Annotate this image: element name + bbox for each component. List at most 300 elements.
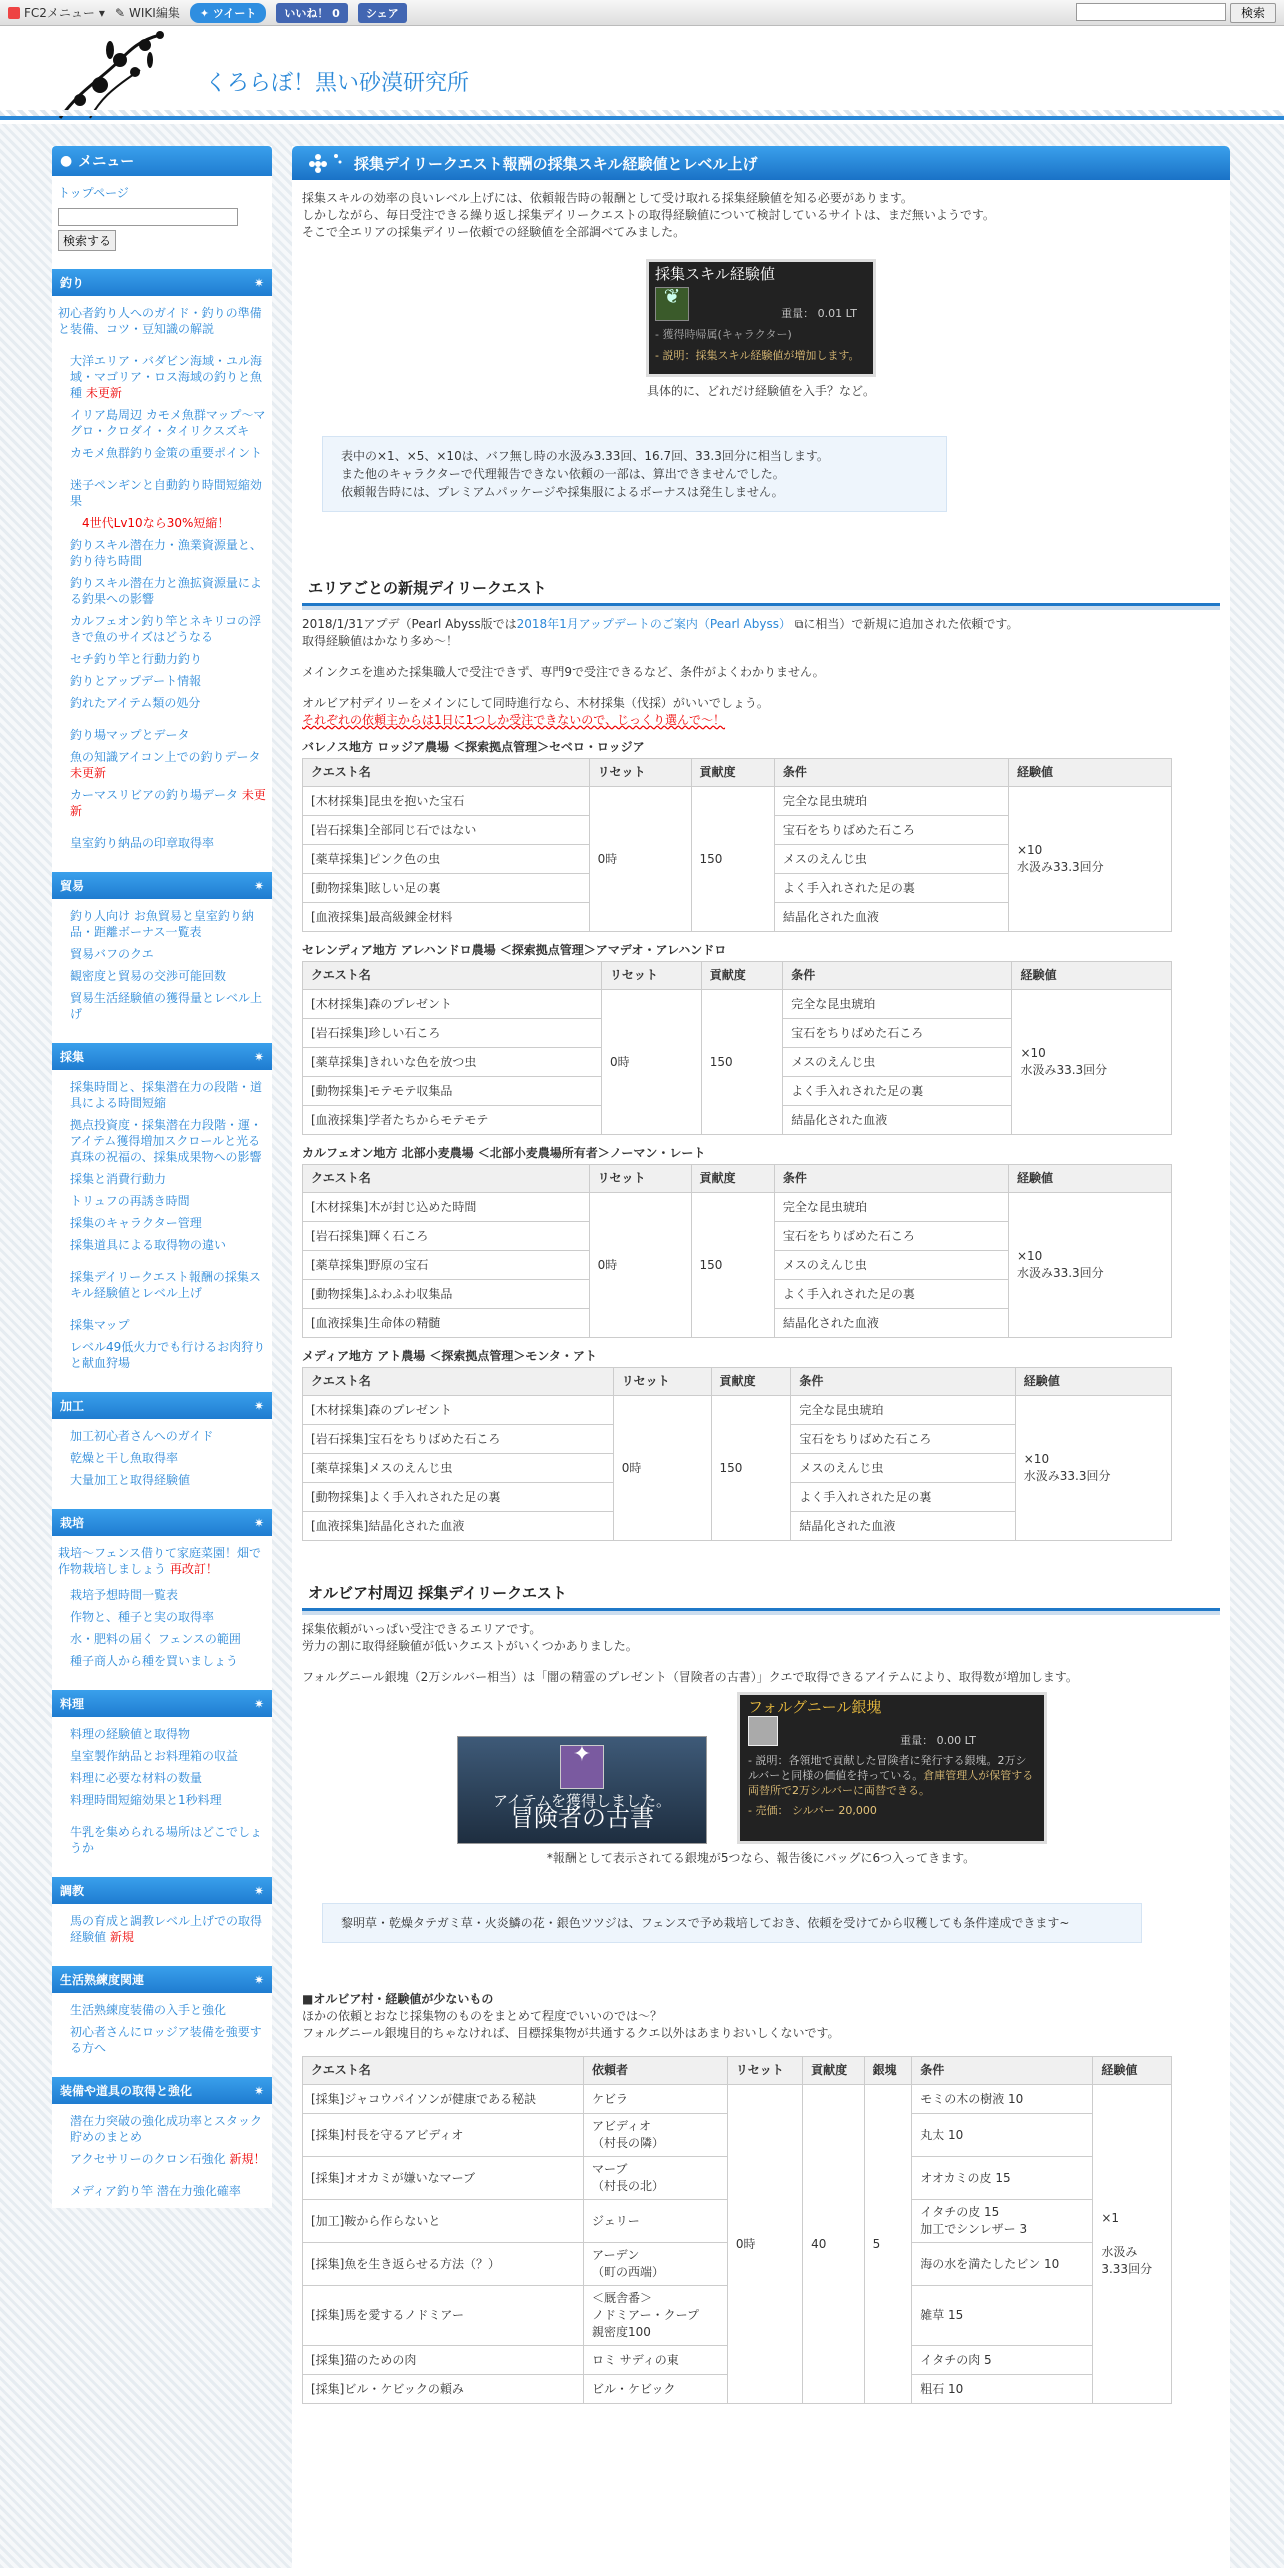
sparkle-icon: ✷ [253, 2083, 264, 2098]
sidebar-item[interactable] [58, 404, 266, 442]
item-acquired-name: 冒険者の古書 [510, 1804, 654, 1832]
silver-ingot-tooltip [737, 1692, 1047, 1844]
sidebar-item[interactable] [58, 670, 266, 692]
exp-multiplier: ×10 [1016, 843, 1043, 857]
tweet-label: ツイート [212, 6, 257, 20]
quest-name: [木材採集]昆虫を抱いた宝石 [303, 787, 590, 816]
sidebar-item[interactable] [58, 1190, 266, 1212]
fc2-menu-label: FC2メニュー [24, 6, 95, 20]
ingot-item-icon [748, 1716, 778, 1746]
table-header: 経験値 [1093, 2057, 1172, 2085]
table-header: クエスト名 [303, 2057, 584, 2085]
table-header: クエスト名 [303, 759, 590, 787]
sparkle-icon: ✷ [253, 275, 264, 290]
condition-cell: よく手入れされた足の裏 [774, 874, 1008, 903]
top-search-input[interactable] [1076, 3, 1226, 21]
fc2-logo-icon [8, 7, 20, 19]
vine-logo-icon [50, 30, 190, 120]
ingot-price: - 売価： シルバー 20,000 [748, 1804, 877, 1817]
sidebar-item-badge: 新規！ [229, 2152, 266, 2166]
sidebar-sections [52, 269, 272, 2208]
sidebar-item[interactable] [58, 1650, 266, 1672]
contrib-cell: 150 [691, 787, 774, 932]
site-title[interactable]: くろらぼ！黒い砂漠研究所 [205, 71, 470, 96]
quest-name: [採集]ビル・ケビックの頼み [303, 2375, 584, 2404]
sidebar-item[interactable] [58, 474, 266, 512]
olvia-p1: 採集依頼がいっぱい受注できるエリアです。 [302, 1622, 542, 1636]
sidebar-section-header [52, 2077, 272, 2104]
sidebar-item[interactable] [58, 1266, 266, 1304]
sidebar-item-label: レベル49低火力でも行けるお肉狩りと献血狩場 [70, 1340, 266, 1370]
table-header: 経験値 [1012, 962, 1172, 990]
sidebar-item[interactable] [58, 572, 266, 610]
sidebar-item[interactable] [58, 2180, 266, 2202]
sidebar-item[interactable] [58, 692, 266, 714]
sidebar-item-label: 水・肥料の届く フェンスの範囲 [70, 1632, 241, 1646]
intro-line-1: 採集スキルの効率の良いレベル上げには、依頼報告時の報酬として受け取れる採集経験値を知る必要があります。 [302, 191, 913, 205]
table-header: 経験値 [1008, 759, 1171, 787]
sidebar-section-title: 装備や道具の取得と強化 [60, 2084, 193, 2098]
exp-equivalent: 水汲み33.3回分 [1016, 1266, 1104, 1280]
exp-cell [1008, 787, 1171, 932]
sidebar-item-label: 料理の経験値と取得物 [70, 1727, 191, 1741]
sidebar-section-header [52, 1877, 272, 1904]
condition-cell: 宝石をちりばめた石ころ [791, 1425, 1015, 1454]
sidebar-item[interactable] [58, 987, 266, 1025]
note-box [322, 436, 947, 512]
sidebar-item[interactable] [58, 350, 266, 404]
sidebar-item-label: 種子商人から種を買いましょう [70, 1654, 239, 1668]
item-acquired-text: アイテムを獲得しました。 [493, 1792, 671, 1810]
sidebar-item-label: 観密度と貿易の交渉可能回数 [70, 969, 227, 983]
sidebar-item-label: カモメ魚群釣り金策の重要ポイント [70, 446, 263, 460]
sidebar-item[interactable] [58, 1999, 266, 2021]
table-header: 依頼者 [583, 2057, 727, 2085]
bullet-icon: ● [60, 153, 73, 169]
condition-cell: よく手入れされた足の裏 [774, 1280, 1008, 1309]
area-paragraph-1b: 取得経験値はかなり多め～！ [302, 634, 459, 648]
condition-cell: 結晶化された血液 [783, 1106, 1012, 1135]
condition-cell: 宝石をちりばめた石ころ [774, 816, 1008, 845]
sidebar-item[interactable] [58, 1606, 266, 1628]
sidebar-item-label: カーマスリビアの釣り場データ [70, 788, 239, 802]
exp-multiplier: ×10 [1020, 1046, 1046, 1060]
condition-cell: 宝石をちりばめた石ころ [774, 1222, 1008, 1251]
sidebar-item[interactable] [58, 1469, 266, 1491]
sidebar-item-label: 採集マップ [70, 1318, 130, 1332]
quest-name: [採集]馬を愛するノドミアー [303, 2286, 584, 2346]
table-row [303, 2085, 1172, 2114]
sidebar-item-label: 初心者さんにロッジア装備を強要する方へ [70, 2025, 262, 2055]
sidebar-item-label: 栽培予想時間一覧表 [70, 1588, 179, 1602]
sidebar-section-title: 採集 [60, 1050, 85, 1064]
sidebar-item[interactable] [58, 442, 266, 464]
table-header: リセット [601, 962, 701, 990]
sidebar-item[interactable] [58, 512, 266, 534]
sparkle-icon: ✷ [253, 1972, 264, 1987]
condition-cell: オオカミの皮 15 [912, 2157, 1093, 2200]
sidebar-item-badge: 再改訂！ [169, 1562, 218, 1576]
table-header: リセット [589, 759, 691, 787]
area-tables [302, 739, 1220, 1541]
site-header [0, 26, 1284, 120]
sidebar-item-label: 迷子ペンギンと自動釣り時間短縮効果 [70, 478, 262, 508]
external-link-icon: ⧉ [794, 617, 804, 631]
area-paragraph-3: オルビア村デイリーをメインにして同時進行なら、木材採集（伐採）がいいでしょう。 [302, 696, 769, 710]
sidebar-search-input[interactable] [58, 208, 238, 226]
sidebar-section-title: 貿易 [60, 879, 85, 893]
sidebar-item-label: 貿易バフのクエ [70, 947, 154, 961]
sparkle-icon: ✷ [253, 878, 264, 893]
sidebar-item[interactable] [58, 1234, 266, 1256]
olvia-p5: フォルグニール銀塊目的ちゃなければ、目標採集物が共通するクエ以外はあまりおいしくないです。 [302, 2026, 840, 2040]
fc2-menu[interactable]: FC2メニュー ▾ [8, 4, 105, 21]
sidebar-item[interactable] [58, 832, 266, 854]
olvia-p2: 労力の割に取得経験値が低いクエストがいくつかありました。 [302, 1639, 638, 1653]
skill-exp-item-tooltip [646, 259, 876, 400]
table-header: 貢献度 [701, 962, 783, 990]
quest-name: [動物採集]モテモテ収集品 [303, 1077, 602, 1106]
sidebar-item[interactable] [58, 648, 266, 670]
requester-cell: ロミ サディの東 [583, 2346, 727, 2375]
olvia-subheading: ■オルビア村・経験値が少ないもの [302, 1992, 494, 2006]
sidebar-item[interactable] [58, 2148, 266, 2170]
sidebar-item[interactable] [58, 610, 266, 648]
header-stripes [0, 110, 1284, 116]
book-item-icon: ✦ [560, 1745, 604, 1789]
sidebar-item-label: 牛乳を集められる場所はどこでしょうか [70, 1825, 263, 1855]
ingot-weight: 重量： 0.00 LT [900, 1734, 976, 1747]
condition-cell: 完全な昆虫琥珀 [791, 1396, 1015, 1425]
sidebar-item-label: 採集時間と、採集潜在力の段階・道具による時間短縮 [70, 1080, 263, 1110]
contrib-cell: 150 [701, 990, 783, 1135]
sidebar-section-title: 調教 [60, 1884, 85, 1898]
quest-name: [木材採集]木が封じ込めた時間 [303, 1193, 590, 1222]
sidebar-item-label: 貿易生活経験値の獲得量とレベル上げ [70, 991, 263, 1021]
quest-name: [薬草採集]野原の宝石 [303, 1251, 590, 1280]
condition-cell: 粗石 10 [912, 2375, 1093, 2404]
exp-equivalent: 水汲み33.3回分 [1023, 1469, 1111, 1483]
sidebar-item[interactable] [58, 1168, 266, 1190]
menu-title: メニュー [78, 154, 135, 170]
sidebar-item-label: 釣り人向け お魚貿易と皇室釣り納品・距離ボーナス一覧表 [70, 909, 254, 939]
sidebar-item[interactable] [58, 1425, 266, 1447]
area-table-title: バレノス地方 ロッジア農場 ＜探索拠点管理＞セベロ・ロッジア [302, 740, 645, 754]
quest-name: [血液採集]結晶化された血液 [303, 1512, 614, 1541]
condition-cell: イタチの肉 5 [912, 2346, 1093, 2375]
area-paragraph-4: それぞれの依頼主からは1日に1つしか受注できないので、じっくり選んで～！ [302, 713, 726, 727]
ingot-desc [748, 1753, 1036, 1798]
sidebar-section-title: 生活熟練度関連 [60, 1973, 145, 1987]
table-header: 貢献度 [711, 1368, 791, 1396]
sidebar-section-header [52, 1690, 272, 1717]
sidebar-item[interactable] [58, 2021, 266, 2059]
flower-icon [306, 150, 346, 176]
area-heading: エリアごとの新規デイリークエスト [302, 576, 1220, 606]
quest-name: [採集]魚を生き返らせる方法（？） [303, 2243, 584, 2286]
table-header: 条件 [912, 2057, 1093, 2085]
quest-name: [採集]ジャコウパイソンが健康である秘訣 [303, 2085, 584, 2114]
tweet-button[interactable] [190, 3, 267, 23]
area-table-title: カルフェオン地方 北部小麦農場 ＜北部小麦農場所有者＞ノーマン・レート [302, 1146, 706, 1160]
sidebar-item[interactable] [58, 1076, 266, 1114]
condition-cell: よく手入れされた足の裏 [783, 1077, 1012, 1106]
requester-cell: マーブ （村長の北） [583, 2157, 727, 2200]
article-title: 採集デイリークエスト報酬の採集スキル経験値とレベル上げ [354, 154, 758, 173]
sidebar-item-label: 大洋エリア・バダビン海域・ユル海域・マゴリア・ロス海域の釣りと魚種 [70, 354, 263, 400]
condition-cell: 結晶化された血液 [791, 1512, 1015, 1541]
sidebar-item[interactable] [58, 1910, 266, 1948]
exp-cell [1008, 1193, 1171, 1338]
sidebar-item-label: 採集と消費行動力 [70, 1172, 167, 1186]
exp-cell [1012, 990, 1172, 1135]
intro-line-2: しかしながら、毎日受注できる繰り返し採集デイリークエストの取得経験値について検討しているサイトは、まだ無いようです。 [302, 208, 995, 222]
reset-cell: 0時 [727, 2085, 802, 2404]
sidebar-item-label: 釣りスキル潜在力と漁拡資源量による釣果への影響 [70, 576, 262, 606]
sidebar-item[interactable] [58, 905, 266, 943]
table-header: リセット [589, 1165, 691, 1193]
reset-cell: 0時 [613, 1396, 711, 1541]
bird-icon: ✦ [199, 6, 213, 20]
sidebar-item-label: 栽培～フェンス借りて家庭菜園！畑で作物栽培しましょう [58, 1546, 262, 1576]
like-button[interactable]: いいね！ 0 [276, 3, 347, 23]
area-quest-table [302, 961, 1172, 1135]
area-paragraph-1 [302, 616, 1220, 633]
sparkle-icon: ✷ [253, 1398, 264, 1413]
table-header: 経験値 [1015, 1368, 1171, 1396]
quest-name: [動物採集]ふわふわ収集品 [303, 1280, 590, 1309]
sparkle-icon: ✷ [253, 1049, 264, 1064]
quest-name: [採集]オオカミが嫌いなマーブ [303, 2157, 584, 2200]
sidebar-section-title: 栽培 [60, 1516, 85, 1530]
sidebar-item[interactable] [58, 724, 266, 746]
top-search-button[interactable]: 検索 [1230, 3, 1276, 23]
sidebar-section-title: 加工 [60, 1399, 85, 1413]
exp-multiplier: ×1 [1101, 2211, 1120, 2225]
quest-name: [岩石採集]珍しい石ころ [303, 1019, 602, 1048]
requester-cell: アビディオ （村長の隣） [583, 2114, 727, 2157]
sidebar-top-link[interactable]: トップページ [58, 186, 129, 200]
quest-name: [岩石採集]全部同じ石ではない [303, 816, 590, 845]
ingot-name: フォルグニール銀塊 [748, 1698, 882, 1716]
table-row [303, 1193, 1172, 1222]
sidebar-item[interactable] [58, 1789, 266, 1811]
sidebar-item[interactable] [58, 302, 266, 340]
quest-name: [薬草採集]メスのえんじ虫 [303, 1454, 614, 1483]
sidebar-item-label: 初心者釣り人へのガイド・釣りの準備と装備、コツ・豆知識の解説 [58, 306, 262, 336]
table-header: 条件 [783, 962, 1012, 990]
sidebar-item[interactable] [58, 746, 266, 784]
item-desc: - 説明：採集スキル経験値が増加します。 [655, 349, 860, 362]
sidebar-item-label: 加工初心者さんへのガイド [70, 1429, 214, 1443]
quest-name: [血液採集]最高級錬金材料 [303, 903, 590, 932]
quest-name: [薬草採集]ピンク色の虫 [303, 845, 590, 874]
quest-name: [採集]猫のための肉 [303, 2346, 584, 2375]
sidebar-item-badge: 未更新 [70, 766, 107, 780]
sidebar-section-header [52, 872, 272, 899]
area-quest-table [302, 1367, 1172, 1541]
exp-count: 3.33回分 [1101, 2262, 1153, 2276]
sidebar-section-header [52, 269, 272, 296]
sidebar-item[interactable] [58, 1628, 266, 1650]
table-row [303, 1396, 1172, 1425]
table-header: 経験値 [1008, 1165, 1171, 1193]
update-link[interactable]: 2018年1月アップデートのご案内（Pearl Abyss） [516, 617, 791, 631]
table-header: 条件 [774, 759, 1008, 787]
exp-multiplier: ×10 [1023, 1452, 1050, 1466]
sidebar-item-label: 魚の知識アイコン上での釣りデータ [70, 750, 261, 764]
leaf-item-icon: ❦ [655, 287, 689, 321]
condition-cell: メスのえんじ虫 [783, 1048, 1012, 1077]
pencil-icon: ✎ [114, 5, 126, 20]
reset-cell: 0時 [589, 787, 691, 932]
sidebar-item[interactable] [58, 1745, 266, 1767]
condition-cell: 丸太 10 [912, 2114, 1093, 2157]
sidebar-item-label: 生活熟練度装備の入手と強化 [70, 2003, 227, 2017]
requester-cell: アーデン （町の西端） [583, 2243, 727, 2286]
sidebar-item[interactable] [58, 1584, 266, 1606]
table-header: 銀塊 [864, 2057, 912, 2085]
sidebar-item-label: 釣り場マップとデータ [70, 728, 190, 742]
quest-name: [血液採集]学者たちからモテモテ [303, 1106, 602, 1135]
table-header: クエスト名 [303, 1368, 614, 1396]
sidebar-item-label: 採集のキャラクター管理 [70, 1216, 202, 1230]
condition-cell: 完全な昆虫琥珀 [783, 990, 1012, 1019]
sidebar-item-label: 潜在力突破の強化成功率とスタック貯めのまとめ [70, 2114, 263, 2144]
quest-name: [動物採集]よく手入れされた足の裏 [303, 1483, 614, 1512]
sidebar-item[interactable] [58, 1212, 266, 1234]
sparkle-icon: ✷ [253, 1883, 264, 1898]
sidebar-item-label: トリュフの再誘き時間 [70, 1194, 190, 1208]
area-p1-text-a: 2018/1/31アプデ（Pearl Abyss版では [302, 617, 517, 631]
requester-cell: ケビラ [583, 2085, 727, 2114]
condition-cell: メスのえんじ虫 [774, 845, 1008, 874]
exp-equivalent: 水汲み33.3回分 [1016, 860, 1104, 874]
sidebar-search-button[interactable]: 検索する [58, 230, 116, 251]
table-header: リセット [613, 1368, 711, 1396]
condition-cell: モミの木の樹液 10 [912, 2085, 1093, 2114]
table-header: クエスト名 [303, 1165, 590, 1193]
sidebar-item[interactable] [58, 1447, 266, 1469]
exp-equivalent: 水汲み [1101, 2245, 1138, 2259]
sidebar-item-label: 釣れたアイテム類の処分 [70, 696, 201, 710]
sidebar-item-label: メディア釣り竿 潜在力強化確率 [70, 2184, 241, 2198]
sidebar-item-label: 皇室製作納品とお料理箱の収益 [70, 1749, 239, 1763]
sidebar-item-label: 釣りスキル潜在力・漁業資源量と、釣り待ち時間 [70, 538, 262, 568]
sidebar-item[interactable] [58, 943, 266, 965]
sidebar-item-label: 料理に必要な材料の数量 [70, 1771, 203, 1785]
condition-cell: イタチの皮 15 加工でシンレザー 3 [912, 2200, 1093, 2243]
sidebar-item-label: 4世代Lv10なら30%短縮！ [82, 516, 230, 530]
sidebar-item-label: カルフェオン釣り竿とネキリコの浮きで魚のサイズはどうなる [70, 614, 262, 644]
sidebar-item[interactable] [58, 1114, 266, 1168]
sidebar-item-label: 拠点投資度・採集潜在力段階・運・アイテム獲得増加スクロールと光る真珠の祝福の、採集成果物への影響 [70, 1118, 263, 1164]
reset-cell: 0時 [589, 1193, 691, 1338]
reset-cell: 0時 [601, 990, 701, 1135]
sidebar-item[interactable] [58, 1542, 266, 1580]
sidebar-item-label: 皇室釣り納品の印章取得率 [70, 836, 215, 850]
sidebar-item[interactable] [58, 965, 266, 987]
condition-cell: 結晶化された血液 [774, 1309, 1008, 1338]
area-paragraph-2: メインクエを進めた採集職人で受注できず、専門9で受注できるなど、条件がよくわかりません。 [302, 665, 825, 679]
wiki-edit-label: WIKI編集 [129, 6, 180, 20]
area-p1-text-b: に相当）で新規に追加された依頼です。 [803, 617, 1019, 631]
ingot-desc-warn: 倉庫管理人が保管する両替所で2万シルバーに両替できる。 [748, 1769, 1034, 1797]
olvia-heading: オルビア村周辺 採集デイリークエスト [302, 1581, 1220, 1611]
quest-name: [血液採集]生命体の精髄 [303, 1309, 590, 1338]
sidebar-item[interactable] [58, 534, 266, 572]
olvia-note-box: 黎明草・乾燥タテガミ草・火炎鱗の花・銀色ツツジは、フェンスで予め栽培しておき、依頼を受けてから収穫しても条件達成できます~ [322, 1903, 1142, 1943]
sidebar-item[interactable] [58, 784, 266, 822]
table-header: 貢献度 [691, 1165, 774, 1193]
item-caption: 具体的に、どれだけ経験値を入手？など。 [646, 384, 875, 398]
sidebar-item-label: 馬の育成と調教レベル上げでの取得経験値 [70, 1914, 263, 1944]
quest-name: [木材採集]森のプレゼント [303, 1396, 614, 1425]
condition-cell: 結晶化された血液 [774, 903, 1008, 932]
condition-cell: メスのえんじ虫 [774, 1251, 1008, 1280]
sidebar-item[interactable] [58, 1336, 266, 1374]
sidebar-item[interactable] [58, 1821, 266, 1859]
exp-cell [1015, 1396, 1171, 1541]
sidebar [52, 146, 272, 2208]
condition-cell: 宝石をちりばめた石ころ [783, 1019, 1012, 1048]
quest-name: [岩石採集]宝石をちりばめた石ころ [303, 1425, 614, 1454]
table-header: クエスト名 [303, 962, 602, 990]
note-line-2: また他のキャラクターで代理報告できない依頼の一部は、算出できませんでした。 [341, 467, 785, 481]
sidebar-item-badge: 新規 [109, 1930, 134, 1944]
table-row [303, 787, 1172, 816]
sparkle-icon: ✷ [253, 1515, 264, 1530]
condition-cell: 完全な昆虫琥珀 [774, 1193, 1008, 1222]
requester-cell: ビル・ケビック [583, 2375, 727, 2404]
exp-equivalent: 水汲み33.3回分 [1020, 1063, 1108, 1077]
condition-cell: 海の水を満たしたビン 10 [912, 2243, 1093, 2286]
sidebar-item-label: 作物と、種子と実の取得率 [70, 1610, 215, 1624]
sidebar-item[interactable] [58, 1723, 266, 1745]
olvia-caption: *報酬として表示されてる銀塊が5つなら、報告後にバッグに6つ入ってきます。 [546, 1851, 976, 1865]
article-title-bar [292, 146, 1230, 180]
sidebar-item[interactable] [58, 1767, 266, 1789]
sparkle-icon: ✷ [253, 1696, 264, 1711]
sidebar-item[interactable] [58, 1314, 266, 1336]
sidebar-section-header [52, 1043, 272, 1070]
table-header: 貢献度 [803, 2057, 865, 2085]
silver-cell: 5 [864, 2085, 912, 2404]
sidebar-item-label: 料理時間短縮効果と1秒料理 [70, 1793, 222, 1807]
quest-name: [木材採集]森のプレゼント [303, 990, 602, 1019]
sidebar-item-label: 乾燥と干し魚取得率 [70, 1451, 179, 1465]
share-button[interactable]: シェア [358, 3, 407, 23]
contrib-cell: 150 [711, 1396, 791, 1541]
sidebar-item-label: アクセサリーのクロン石強化 [70, 2152, 226, 2166]
sidebar-section-header [52, 1392, 272, 1419]
sidebar-item-label: 大量加工と取得経験値 [70, 1473, 191, 1487]
sidebar-section-title: 釣り [60, 276, 85, 290]
quest-name: [採集]村長を守るアビディオ [303, 2114, 584, 2157]
intro-line-3: そこで全エリアの採集デイリー依頼での経験値を全部調べてみました。 [302, 225, 686, 239]
sidebar-item-label: 採集デイリークエスト報酬の採集スキル経験値とレベル上げ [70, 1270, 261, 1300]
olvia-quest-table [302, 2056, 1172, 2404]
exp-multiplier: ×10 [1016, 1249, 1043, 1263]
requester-cell: ＜厩舎番＞ ノドミアー・クープ 親密度100 [583, 2286, 727, 2346]
sidebar-section-header [52, 1966, 272, 1993]
wiki-edit-link[interactable] [115, 4, 180, 21]
area-quest-table [302, 1164, 1172, 1338]
table-header: リセット [727, 2057, 802, 2085]
sidebar-item[interactable] [58, 2110, 266, 2148]
sidebar-item-label: セチ釣り竿と行動力釣り [70, 652, 203, 666]
quest-name: [岩石採集]輝く石ころ [303, 1222, 590, 1251]
